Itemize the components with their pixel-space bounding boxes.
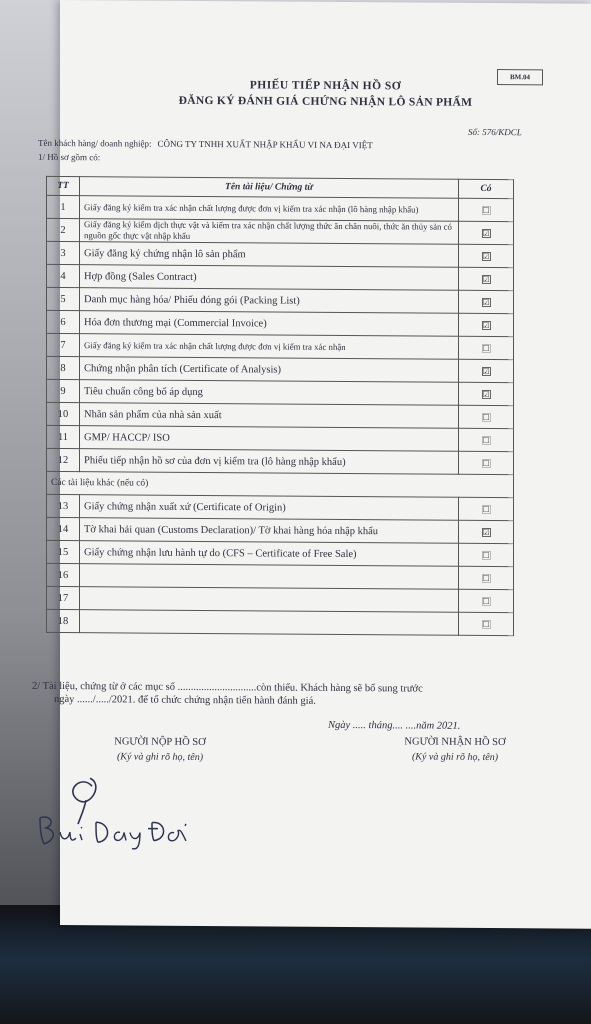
- row-document-name: Tờ khai hải quan (Customs Declaration)/ Tờ khai hàng hóa nhập khẩu: [80, 518, 459, 544]
- row-number: 15: [47, 540, 80, 563]
- table-row: [47, 494, 514, 520]
- row-document-name: Giấy đăng ký kiểm tra xác nhận chất lượng được đơn vị kiểm tra xác nhận: [80, 334, 459, 360]
- row-number: 1: [47, 195, 80, 218]
- checkbox-icon: ☐: [482, 412, 490, 422]
- row-document-name: Danh mục hàng hóa/ Phiếu đóng gói (Packing List): [80, 288, 459, 314]
- table-row: [47, 448, 514, 474]
- row-number: 2: [47, 218, 80, 241]
- column-header-name: Tên tài liệu/ Chứng từ: [80, 177, 459, 199]
- row-number: 17: [47, 586, 80, 609]
- row-number: 16: [47, 563, 80, 586]
- table-row: [47, 402, 514, 428]
- row-document-name: [80, 610, 459, 636]
- checked-checkbox-icon: ☑: [482, 320, 490, 330]
- row-document-name: Giấy đăng ký kiểm dịch thực vật và kiểm tra xác nhận chất lượng thức ăn chăn nuôi, thức ăn thủy sản có nguồn gốc thực vật nhập khẩu: [80, 219, 459, 245]
- missing-documents-note: [32, 680, 542, 710]
- customer-name: CÔNG TY TNHH XUẤT NHẬP KHẨU VI NA ĐẠI VIỆT: [157, 138, 373, 151]
- row-number: 8: [47, 356, 80, 379]
- document-title: PHIẾU TIẾP NHẬN HỒ SƠ: [249, 79, 402, 93]
- document-number: Số: 576/KDCL: [468, 126, 522, 138]
- checkbox-icon: ☐: [482, 205, 490, 215]
- column-header-tt: TT: [47, 176, 80, 195]
- table-row: [47, 195, 514, 221]
- handwritten-signature: [34, 770, 204, 851]
- checkbox-icon: ☐: [482, 550, 490, 560]
- row-number: 14: [47, 517, 80, 540]
- row-number: 18: [47, 609, 80, 632]
- table-row: [47, 379, 514, 405]
- table-row: [47, 540, 514, 566]
- row-number: 10: [47, 402, 80, 425]
- checkbox-icon: ☐: [482, 619, 490, 629]
- documents-table: [46, 176, 514, 636]
- table-row: [47, 241, 514, 267]
- document-subtitle: ĐĂNG KÝ ĐÁNH GIÁ CHỨNG NHẬN LÔ SẢN PHẨM: [178, 94, 473, 109]
- customer-label: Tên khách hàng/ doanh nghiệp:: [38, 137, 152, 149]
- table-row: [47, 218, 514, 244]
- section-row: [47, 471, 514, 497]
- row-document-name: Phiếu tiếp nhận hồ sơ của đơn vị kiểm tra (lô hàng nhập khẩu): [80, 449, 459, 475]
- receiver-signature-hint: (Ký và ghi rõ họ, tên): [411, 751, 499, 764]
- row-document-name: GMP/ HACCP/ ISO: [80, 426, 459, 452]
- row-document-name: Giấy chứng nhận lưu hành tự do (CFS – Certificate of Free Sale): [80, 541, 459, 567]
- row-document-name: Giấy đăng ký kiểm tra xác nhận chất lượng được đơn vị kiểm tra xác nhận (lô hàng nhập khẩu): [80, 196, 459, 222]
- table-row: [47, 563, 514, 589]
- row-document-name: [80, 564, 459, 590]
- row-number: 5: [47, 287, 80, 310]
- column-header-check: Có: [459, 179, 514, 198]
- table-row: [47, 333, 514, 359]
- date-line: Ngày ..... tháng.... ....năm 2021.: [328, 719, 461, 732]
- table-row: [47, 609, 514, 635]
- row-document-name: Chứng nhận phân tích (Certificate of Analysis): [80, 357, 459, 383]
- row-document-name: Hợp đồng (Sales Contract): [80, 265, 459, 291]
- checked-checkbox-icon: ☑: [482, 366, 490, 376]
- table-row: [47, 356, 514, 382]
- table-row: [47, 586, 514, 612]
- table-row: [47, 287, 514, 313]
- checkbox-icon: ☐: [482, 596, 490, 606]
- checkbox-icon: ☐: [482, 343, 490, 353]
- submitter-signature-hint: (Ký và ghi rõ họ, tên): [116, 751, 204, 763]
- note-line-1: 2/ Tài liệu, chứng từ ở các mục số ..............................còn thiếu. Khách hàng sẽ bổ sung trước: [32, 680, 423, 695]
- receiver-title: NGƯỜI NHẬN HỒ SƠ: [404, 736, 506, 749]
- checked-checkbox-icon: ☑: [482, 274, 490, 284]
- checkbox-icon: ☐: [482, 573, 490, 583]
- checked-checkbox-icon: ☑: [482, 251, 490, 261]
- row-number: 7: [47, 333, 80, 356]
- row-number: 4: [47, 264, 80, 287]
- document-page: [32, 0, 591, 929]
- row-document-name: Hóa đơn thương mại (Commercial Invoice): [80, 311, 459, 337]
- table-row: [47, 264, 514, 290]
- submitter-title: NGƯỜI NỘP HỒ SƠ: [114, 736, 206, 749]
- row-number: 13: [47, 494, 80, 517]
- row-document-name: Tiêu chuẩn công bố áp dụng: [80, 380, 459, 406]
- customer-line: [38, 138, 373, 150]
- checkbox-icon: ☐: [482, 504, 490, 514]
- checkbox-icon: ☐: [482, 458, 490, 468]
- row-document-name: Nhãn sản phẩm của nhà sản xuất: [80, 403, 459, 429]
- row-number: 3: [47, 241, 80, 264]
- checked-checkbox-icon: ☑: [482, 389, 490, 399]
- form-code: BM.04: [497, 69, 543, 85]
- checked-checkbox-icon: ☑: [482, 297, 490, 307]
- table-row: [47, 310, 514, 336]
- section-other-documents: Các tài liệu khác (nếu có): [47, 471, 514, 497]
- row-number: 11: [47, 425, 80, 448]
- checked-checkbox-icon: ☑: [482, 228, 490, 238]
- table-row: [47, 517, 514, 543]
- row-number: 12: [47, 448, 80, 471]
- table-row: [47, 425, 514, 451]
- note-line-2: ngày ....../...../2021. để tổ chức chứng nhận tiến hành đánh giá.: [54, 693, 316, 707]
- row-document-name: [80, 587, 459, 613]
- row-document-name: Giấy đăng ký chứng nhận lô sản phẩm: [80, 242, 459, 268]
- list-label: 1/ Hồ sơ gồm có:: [38, 151, 101, 163]
- checkbox-icon: ☐: [482, 435, 490, 445]
- row-number: 6: [47, 310, 80, 333]
- row-number: 9: [47, 379, 80, 402]
- checked-checkbox-icon: ☑: [482, 527, 490, 537]
- row-document-name: Giấy chứng nhận xuất xứ (Certificate of Origin): [80, 495, 459, 521]
